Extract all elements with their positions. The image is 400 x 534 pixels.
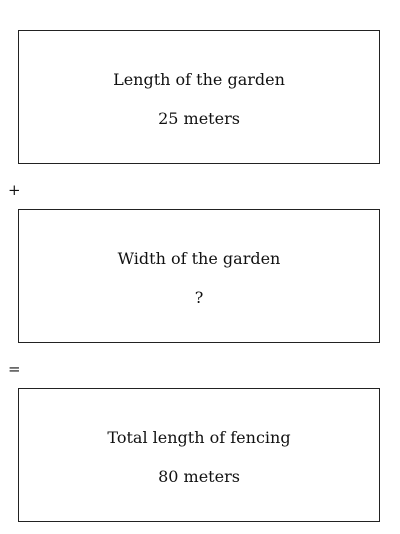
width-value: ? (194, 288, 204, 307)
plus-operator: + (8, 181, 21, 199)
total-value: 80 meters (158, 467, 240, 486)
width-label: Width of the garden (117, 249, 281, 268)
length-label: Length of the garden (113, 70, 285, 89)
length-box (18, 30, 380, 164)
width-box (18, 209, 380, 343)
length-value: 25 meters (158, 109, 240, 128)
total-box (18, 388, 380, 522)
equals-operator: = (8, 360, 21, 378)
total-label: Total length of fencing (107, 428, 291, 447)
